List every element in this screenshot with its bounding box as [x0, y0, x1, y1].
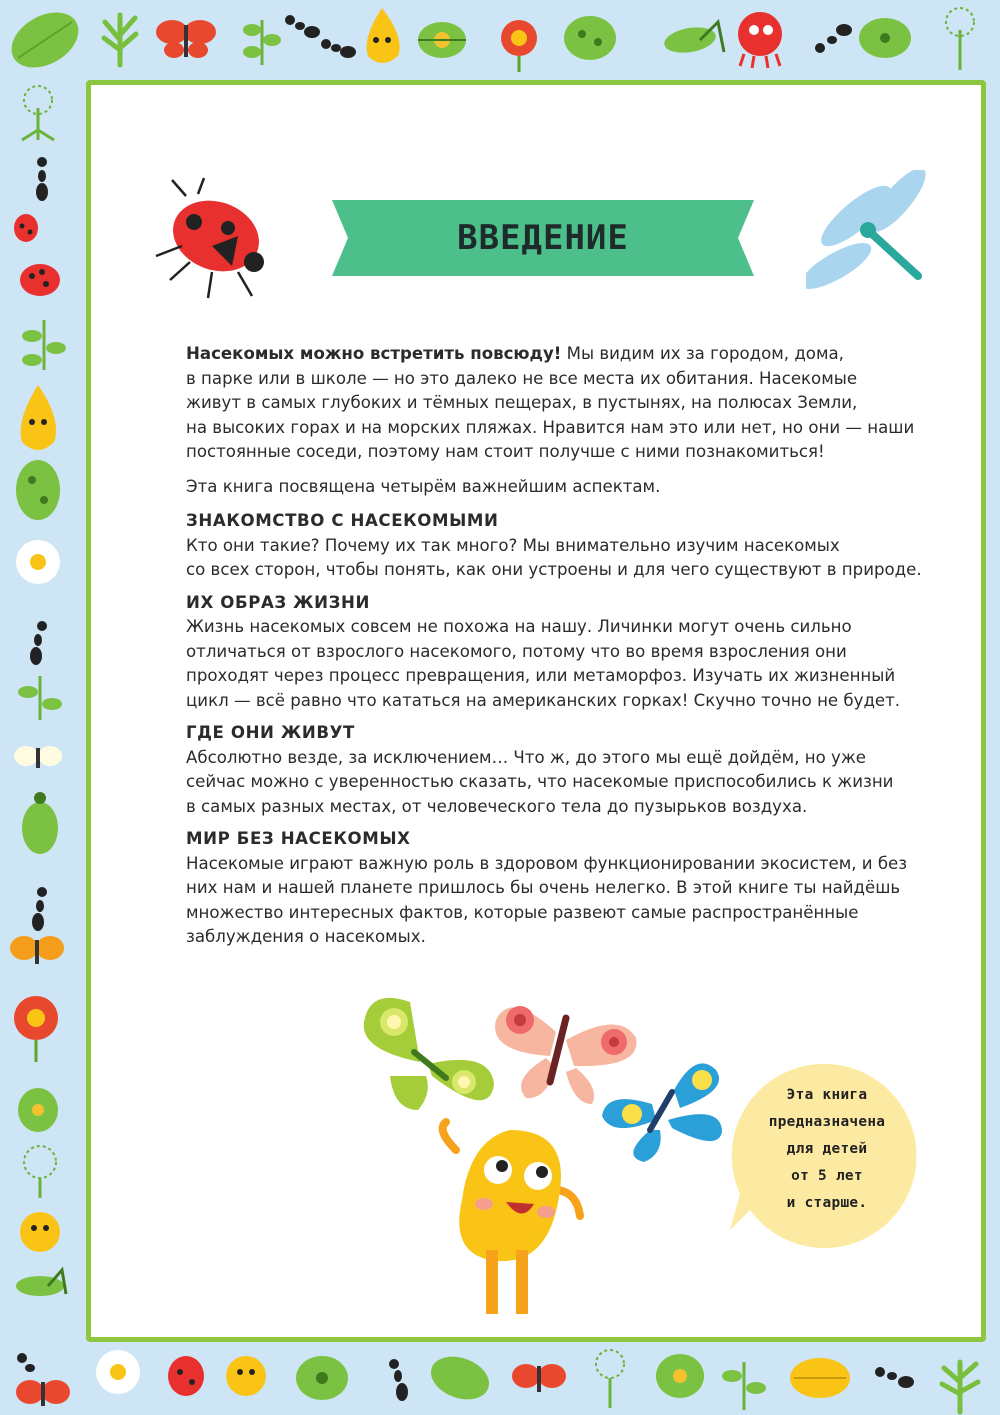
section-text: Насекомые играют важную роль в здоровом функционировании экосистем, и без них нам и нашей планете пришлось бы очень нелегко. В этой книге ты найдёшь множество интересных фактов, которые развеют самые распространённые заблуждения о насекомых. [186, 853, 908, 946]
butterfly-icon [156, 20, 216, 58]
section-habitat [186, 721, 926, 819]
green-beetle-icon [18, 1088, 58, 1132]
leaf-sprig-icon [18, 676, 62, 720]
ladybug-icon [168, 1356, 204, 1396]
grasshopper-icon [16, 1270, 66, 1296]
ant-icon [321, 39, 356, 58]
butterflies-and-character-illustration [350, 980, 740, 1325]
green-beetle-icon [22, 792, 58, 854]
daisy-icon [16, 540, 60, 584]
green-beetle-icon [656, 1354, 704, 1398]
dill-plant-icon [22, 86, 54, 140]
dill-plant-icon [596, 1350, 624, 1408]
ladybug-icon [20, 264, 60, 296]
green-butterfly-icon [364, 998, 494, 1110]
page-title: ВВЕДЕНИЕ [457, 218, 629, 258]
ant-icon [875, 1367, 914, 1388]
section-heading: ГДЕ ОНИ ЖИВУТ [186, 723, 355, 742]
yellow-character-icon [443, 1122, 580, 1314]
bottom-border-decorations [0, 1342, 1000, 1415]
pink-butterfly-icon [495, 1006, 636, 1104]
leaf-icon [425, 1349, 495, 1407]
blue-butterfly-icon [602, 1063, 722, 1162]
leaf-sprig-icon [722, 1362, 766, 1410]
dill-plant-icon [946, 8, 974, 70]
red-beetle-icon [142, 176, 282, 308]
top-border-decorations [0, 0, 1000, 80]
intro-paragraph: Насекомых можно встретить повсюду! Мы видим их за городом, дома, в парке или в школе — но это далеко не все места их обитания. Насекомые живут в самых глубоких и тёмных пещерах, в пустынях, на полюсах Земли, на высоких горах и на морских пляжах. Нравится нам это или нет, но они — наши постоянные соседи, поэтому нам стоит получше с ними познакомиться! [186, 344, 915, 461]
green-beetle-icon [296, 1356, 348, 1400]
section-text: Абсолютно везде, за исключением… Что ж, до этого мы ещё дойдём, но уже сейчас можно с уверенностью сказать, что насекомые приспособились к жизни в самых разных местах, от человеческого тела до пузырьков воздуха. [186, 747, 894, 816]
section-text: Кто они такие? Почему их так много? Мы внимательно изучим насекомых со всех сторон, чтобы понять, как они устроены и для чего существуют в природе. [186, 535, 922, 579]
ladybug-icon [14, 214, 38, 242]
section-heading: МИР БЕЗ НАСЕКОМЫХ [186, 829, 411, 848]
flower-icon [14, 996, 58, 1062]
section-lifestyle [186, 591, 926, 714]
leaf-sprig-icon [243, 20, 281, 65]
section-heading: ЗНАКОМСТВО С НАСЕКОМЫМИ [186, 511, 499, 530]
section-world-without-insects [186, 827, 926, 950]
section-meet-insects [186, 509, 926, 583]
ant-icon [285, 15, 320, 38]
green-beetle-icon [564, 16, 616, 60]
ant-icon [815, 24, 852, 53]
intro-text-block [186, 342, 926, 958]
leaf-sprig-icon [22, 320, 66, 370]
flower-icon [501, 20, 537, 72]
speech-bubble-text: Эта книга предназначена для детей от 5 лет и старше. [768, 1087, 886, 1211]
section-heading: ИХ ОБРАЗ ЖИЗНИ [186, 592, 370, 612]
section-text: Жизнь насекомых совсем не похожа на нашу. Личинки могут очень сильно отличаться от взрослого насекомого, потому что во время взросления они проходят через процесс превращения, или метаморфоз. Изучать их жизненный цикл — всё равно что кататься на американских горках! Скучно точно не будет. [186, 617, 901, 710]
plant-icon [104, 15, 136, 65]
leaf-icon [2, 1, 88, 79]
lead-sentence: Эта книга посвящена четырём важнейшим аспектам. [186, 476, 661, 496]
butterfly-icon [14, 746, 62, 768]
yellow-bug-icon [790, 1358, 850, 1398]
plant-icon [942, 1362, 978, 1412]
dill-plant-icon [24, 1146, 56, 1198]
yellow-creature-icon [20, 1212, 60, 1252]
yellow-creature-icon [367, 8, 400, 63]
red-creature-icon [738, 12, 782, 68]
yellow-creature-icon [226, 1356, 266, 1396]
green-bug-icon [859, 18, 911, 58]
green-beetle-icon [16, 460, 60, 520]
butterfly-icon [512, 1364, 566, 1392]
daisy-icon [96, 1350, 140, 1394]
ant-icon [17, 1353, 35, 1372]
butterfly-icon [10, 936, 64, 964]
left-border-decorations [0, 80, 80, 1340]
ant-icon [36, 157, 48, 201]
yellow-creature-icon [21, 385, 56, 450]
ant-icon [30, 621, 47, 665]
grasshopper-icon [662, 22, 724, 56]
intro-bold-lead: Насекомых можно встретить повсюду! [186, 344, 562, 363]
ant-icon [32, 887, 47, 931]
ant-icon [389, 1359, 408, 1401]
butterfly-icon [16, 1380, 70, 1406]
green-beetle-icon [418, 22, 466, 58]
dragonfly-icon [806, 170, 942, 298]
